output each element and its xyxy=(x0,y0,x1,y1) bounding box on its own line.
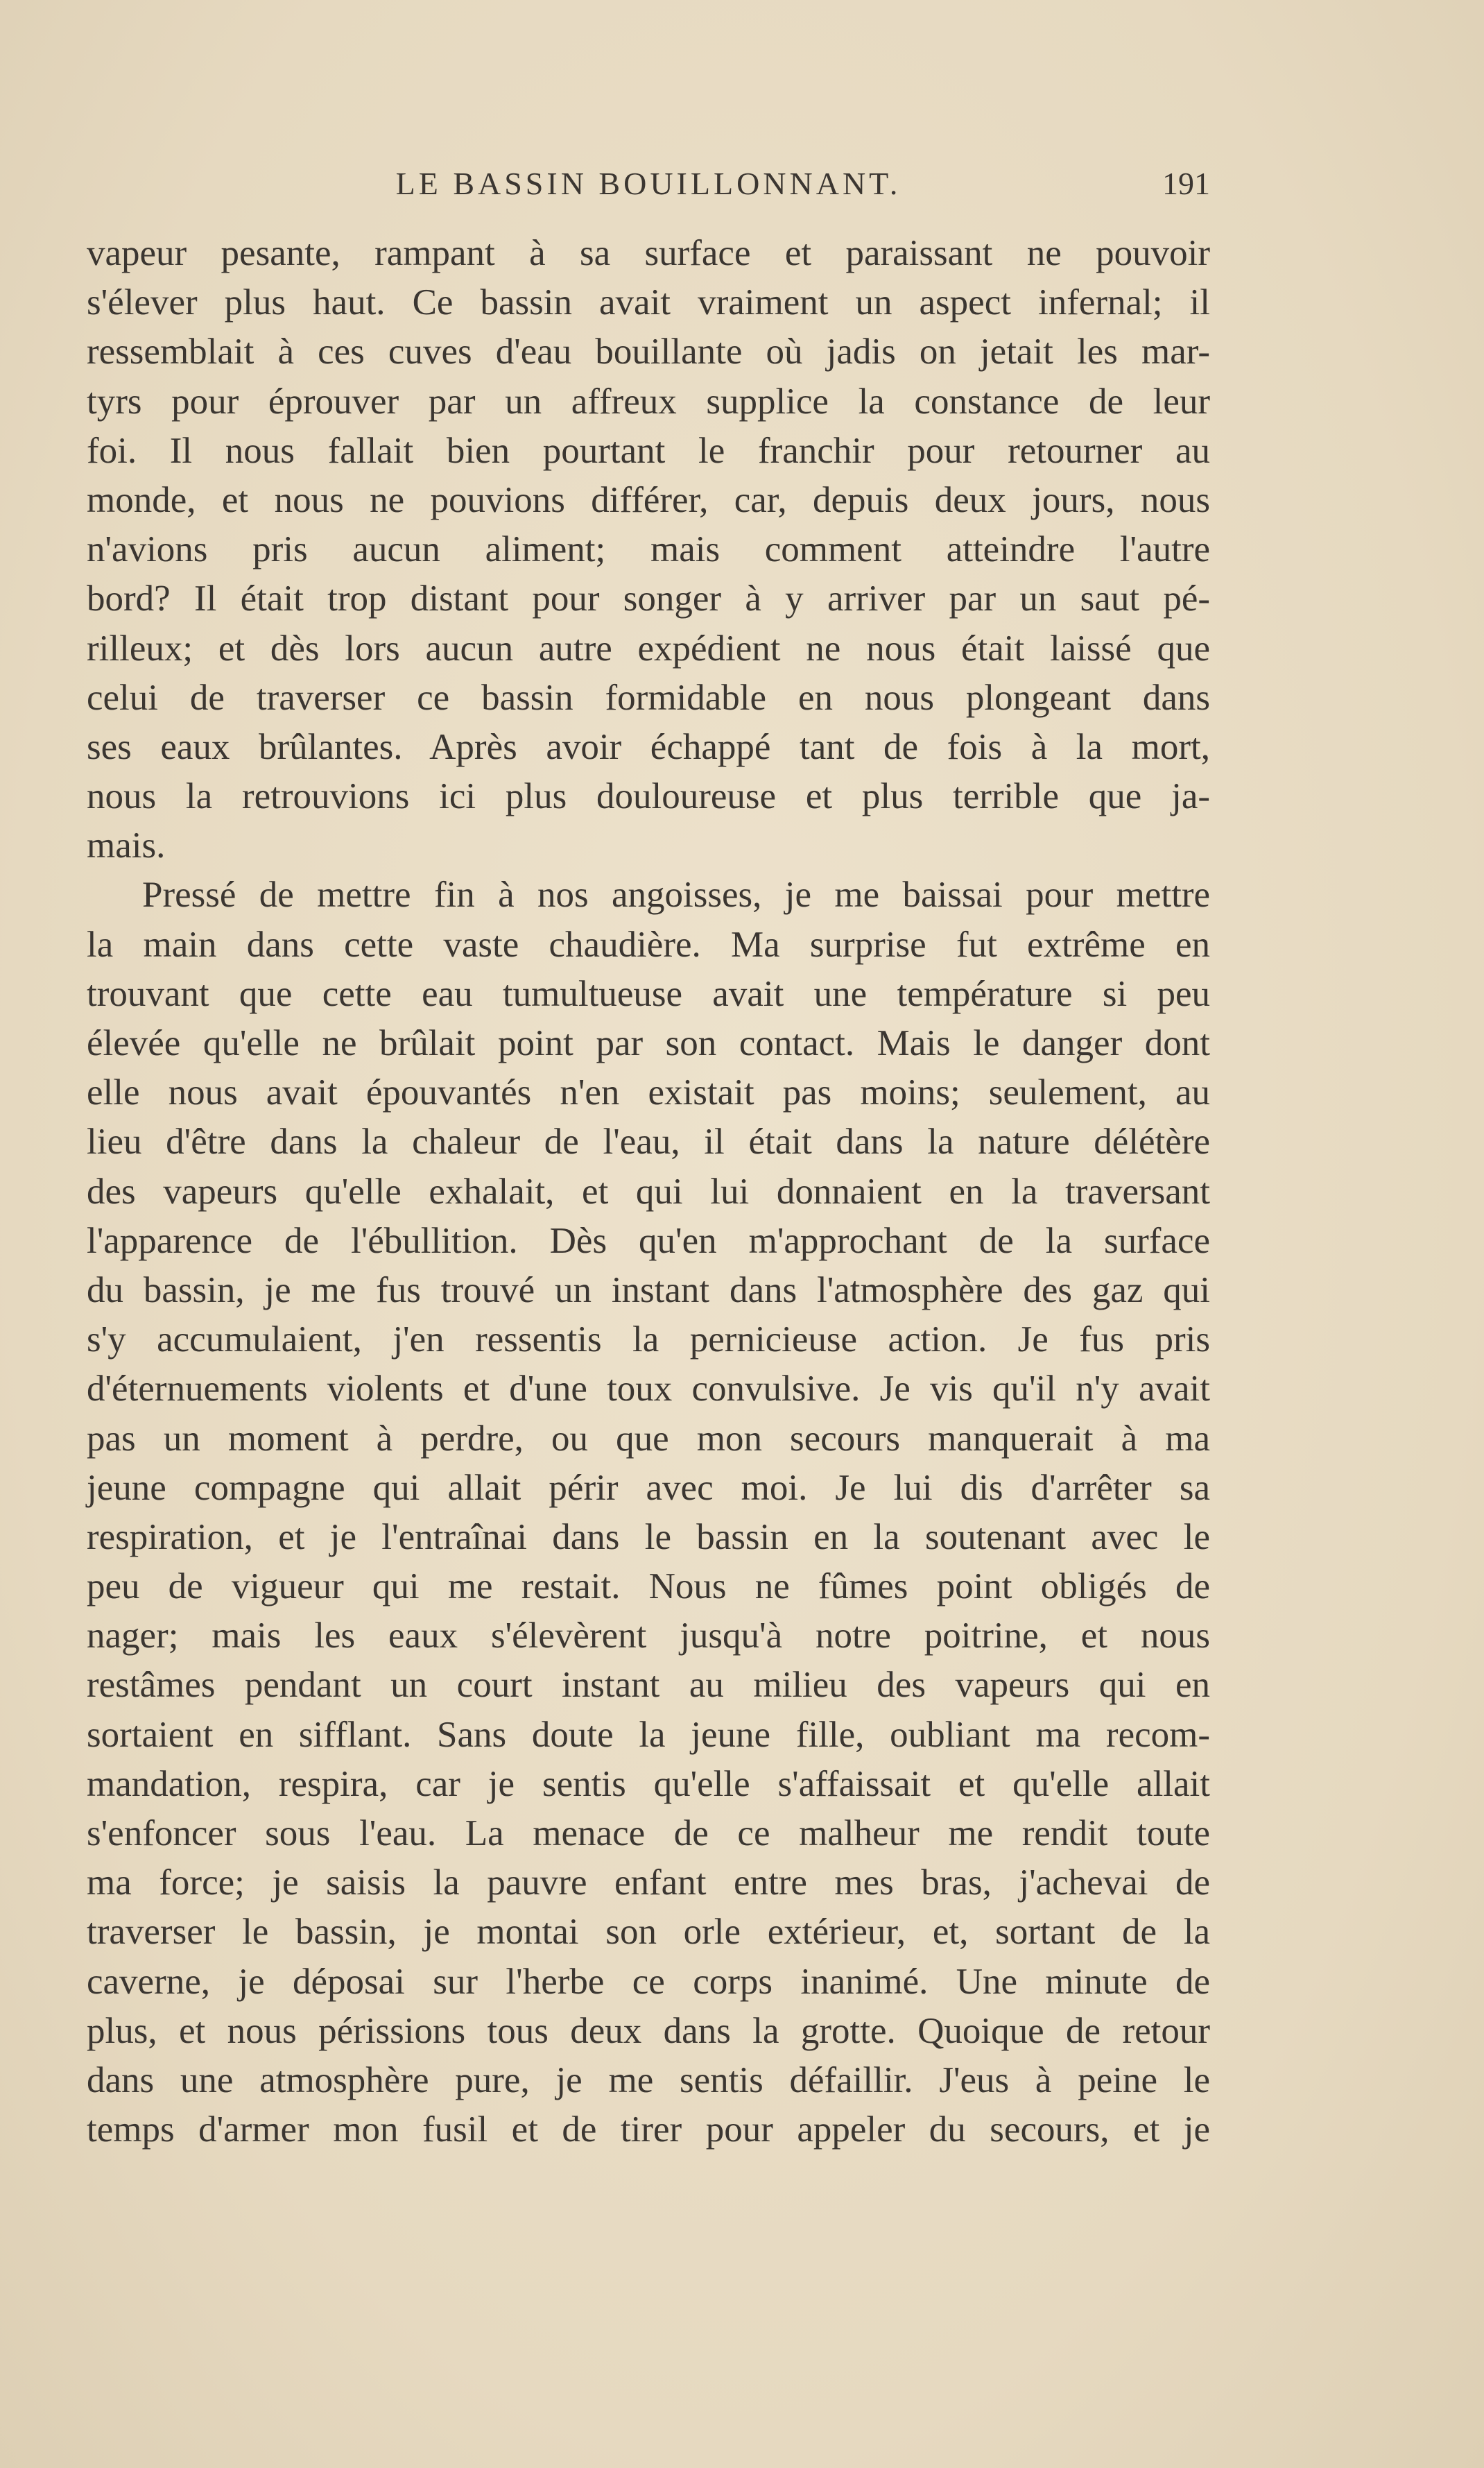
text-line: celui de traverser ce bassin formidable en nous plongeant dans xyxy=(87,677,1210,718)
text-line: temps d'armer mon fusil et de tirer pour appeler du secours, et je xyxy=(87,2109,1210,2150)
text-line: elle nous avait épouvantés n'en existait pas moins; seulement, au xyxy=(87,1072,1210,1113)
text-line: ma force; je saisis la pauvre enfant entre mes bras, j'achevai de xyxy=(87,1862,1210,1903)
text-line: d'éternuements violents et d'une toux convulsive. Je vis qu'il n'y avait xyxy=(87,1369,1210,1409)
text-line: ses eaux brûlantes. Après avoir échappé tant de fois à la mort, xyxy=(87,726,1210,767)
text-line: mais. xyxy=(87,825,166,866)
text-line: élevée qu'elle ne brûlait point par son contact. Mais le danger dont xyxy=(87,1023,1210,1063)
text-line: bord? Il était trop distant pour songer à y arriver par un saut pé- xyxy=(87,579,1210,619)
text-line: l'apparence de l'ébullition. Dès qu'en m'approchant de la surface xyxy=(87,1220,1210,1261)
text-line: caverne, je déposai sur l'herbe ce corps inanimé. Une minute de xyxy=(87,1961,1210,2002)
text-line: rilleux; et dès lors aucun autre expédient ne nous était laissé que xyxy=(87,628,1210,669)
text-line: pas un moment à perdre, ou que mon secours manquerait à ma xyxy=(87,1418,1210,1459)
text-line: respiration, et je l'entraînai dans le bassin en la soutenant avec le xyxy=(87,1516,1210,1557)
text-line: restâmes pendant un court instant au milieu des vapeurs qui en xyxy=(87,1665,1210,1706)
text-line: traverser le bassin, je montai son orle extérieur, et, sortant de la xyxy=(87,1912,1210,1953)
text-line: plus, et nous périssions tous deux dans la grotte. Quoique de retour xyxy=(87,2010,1210,2051)
running-title: LE BASSIN BOUILLONNANT. xyxy=(395,166,901,201)
text-line: mandation, respira, car je sentis qu'elle s'affaissait et qu'elle allait xyxy=(87,1763,1210,1804)
text-line: du bassin, je me fus trouvé un instant dans l'atmosphère des gaz qui xyxy=(87,1269,1210,1310)
text-line: des vapeurs qu'elle exhalait, et qui lui donnaient en la traversant xyxy=(87,1171,1210,1212)
text-line: n'avions pris aucun aliment; mais comment atteindre l'autre xyxy=(87,529,1210,570)
page-number: 191 xyxy=(1162,166,1210,201)
text-line: trouvant que cette eau tumultueuse avait une température si peu xyxy=(87,973,1210,1014)
text-line: la main dans cette vaste chaudière. Ma surprise fut extrême en xyxy=(87,924,1210,965)
text-line: jeune compagne qui allait périr avec moi. Je lui dis d'arrêter sa xyxy=(87,1467,1210,1508)
text-line: vapeur pesante, rampant à sa surface et paraissant ne pouvoir xyxy=(87,233,1210,273)
running-header xyxy=(87,165,1210,207)
text-line: foi. Il nous fallait bien pourtant le franchir pour retourner au xyxy=(87,430,1210,471)
text-line: peu de vigueur qui me restait. Nous ne fûmes point obligés de xyxy=(87,1566,1210,1607)
text-line: nous la retrouvions ici plus douloureuse et plus terrible que ja- xyxy=(87,776,1210,817)
body-text xyxy=(87,229,1210,2154)
text-line: s'y accumulaient, j'en ressentis la pernicieuse action. Je fus pris xyxy=(87,1319,1210,1360)
text-line: sortaient en sifflant. Sans doute la jeune fille, oubliant ma recom- xyxy=(87,1714,1210,1755)
text-line: tyrs pour éprouver par un affreux supplice la constance de leur xyxy=(87,381,1210,422)
text-line: ressemblait à ces cuves d'eau bouillante où jadis on jetait les mar- xyxy=(87,332,1210,372)
text-line: dans une atmosphère pure, je me sentis défaillir. J'eus à peine le xyxy=(87,2059,1210,2100)
text-line: nager; mais les eaux s'élevèrent jusqu'à notre poitrine, et nous xyxy=(87,1616,1210,1656)
text-line: s'enfoncer sous l'eau. La menace de ce malheur me rendit toute xyxy=(87,1813,1210,1853)
text-line: s'élever plus haut. Ce bassin avait vraiment un aspect infernal; il xyxy=(87,282,1210,323)
text-line: lieu d'être dans la chaleur de l'eau, il était dans la nature délétère xyxy=(87,1122,1210,1163)
text-line: Pressé de mettre fin à nos angoisses, je me baissai pour mettre xyxy=(142,875,1210,916)
text-line: monde, et nous ne pouvions différer, car, depuis deux jours, nous xyxy=(87,479,1210,520)
